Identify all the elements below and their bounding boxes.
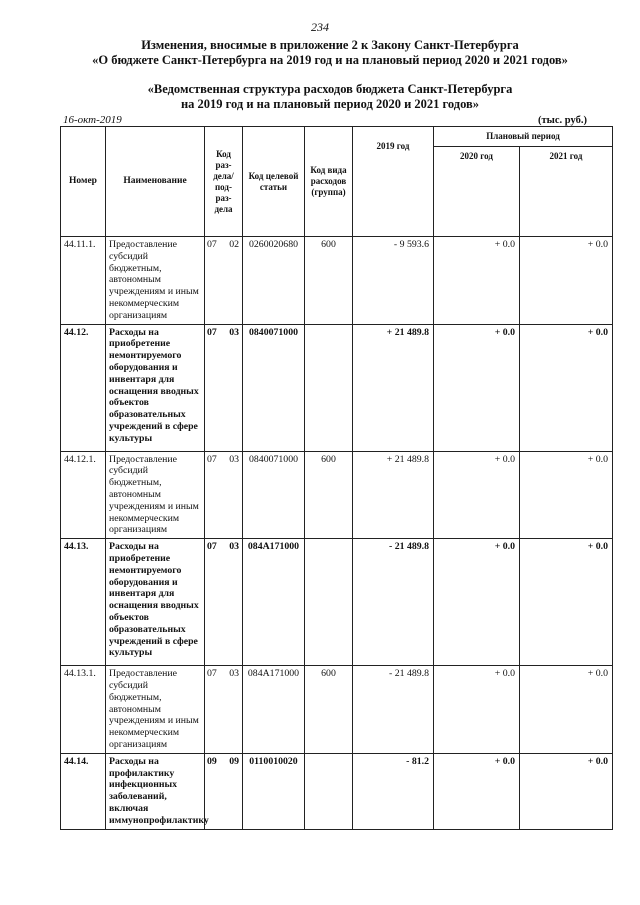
row-name: Предоставление субсидий бюджетным, автономным учреждениям и иным некоммерческим организациям: [106, 666, 205, 754]
header-expense-type: Код вида расходов (группа): [305, 127, 353, 237]
row-section-code: 07 03: [205, 451, 243, 539]
row-2019: - 9 593.6: [353, 237, 434, 325]
header-number: Номер: [61, 127, 106, 237]
row-target-code: 0840071000: [243, 451, 305, 539]
row-section-code: 07 03: [205, 539, 243, 666]
row-expense-type: [305, 324, 353, 451]
document-subtitle: [40, 82, 620, 112]
row-2020: + 0.0: [434, 451, 520, 539]
row-number: 44.12.1.: [61, 451, 106, 539]
title-line-2: «О бюджете Санкт-Петербурга на 2019 год и на плановый период 2020 и 2021 годов»: [92, 53, 568, 67]
header-2020: 2020 год: [434, 147, 520, 237]
row-number: 44.12.: [61, 324, 106, 451]
units-label: (тыс. руб.): [538, 115, 587, 126]
table-row: [61, 666, 613, 754]
row-expense-type: 600: [305, 451, 353, 539]
row-number: 44.14.: [61, 753, 106, 829]
row-2019: + 21 489.8: [353, 451, 434, 539]
row-target-code: 084A171000: [243, 539, 305, 666]
header-2019: 2019 год: [353, 127, 434, 237]
row-target-code: 084A171000: [243, 666, 305, 754]
row-number: 44.13.1.: [61, 666, 106, 754]
row-section-code: 07 03: [205, 324, 243, 451]
subtitle-line-2: на 2019 год и на плановый период 2020 и 2021 годов»: [180, 97, 480, 111]
row-2020: + 0.0: [434, 324, 520, 451]
row-2021: + 0.0: [520, 324, 613, 451]
table-row: [61, 539, 613, 666]
row-expense-type: 600: [305, 666, 353, 754]
row-section-code: 07 03: [205, 666, 243, 754]
table-row: [61, 237, 613, 325]
row-target-code: 0840071000: [243, 324, 305, 451]
table-row: [61, 753, 613, 829]
row-name: Расходы на приобретение немонтируемого оборудования и инвентаря для оснащения вводных объектов образовательных учреждений в сфере культуры: [106, 539, 205, 666]
row-name: Предоставление субсидий бюджетным, автономным учреждениям и иным некоммерческим организациям: [106, 451, 205, 539]
document-date: 16-окт-2019: [63, 114, 122, 126]
row-2019: + 21 489.8: [353, 324, 434, 451]
row-number: 44.11.1.: [61, 237, 106, 325]
row-expense-type: 600: [305, 237, 353, 325]
row-expense-type: [305, 753, 353, 829]
row-2021: + 0.0: [520, 237, 613, 325]
row-target-code: 0260020680: [243, 237, 305, 325]
header-target-code: Код целевой статьи: [243, 127, 305, 237]
row-name: Расходы на приобретение немонтируемого оборудования и инвентаря для оснащения вводных объектов образовательных учреждений в сфере культуры: [106, 324, 205, 451]
header-name: Наименование: [106, 127, 205, 237]
row-expense-type: [305, 539, 353, 666]
row-section-code: 07 02: [205, 237, 243, 325]
row-2021: + 0.0: [520, 451, 613, 539]
row-2019: - 21 489.8: [353, 666, 434, 754]
row-number: 44.13.: [61, 539, 106, 666]
row-2019: - 21 489.8: [353, 539, 434, 666]
budget-table: [60, 126, 613, 830]
row-2020: + 0.0: [434, 539, 520, 666]
subtitle-line-1: «Ведомственная структура расходов бюджета Санкт-Петербурга: [147, 82, 513, 96]
row-target-code: 0110010020: [243, 753, 305, 829]
header-section-code: Код раз-дела/ под-раз-дела: [205, 127, 243, 237]
header-planned-period: Плановый период: [434, 127, 613, 147]
row-name: Расходы на профилактику инфекционных заболеваний, включая иммунопрофилактику: [106, 753, 205, 829]
header-2021: 2021 год: [520, 147, 613, 237]
page-number: 234: [311, 20, 329, 34]
row-section-code: 09 09: [205, 753, 243, 829]
row-2020: + 0.0: [434, 666, 520, 754]
row-2021: + 0.0: [520, 666, 613, 754]
row-2019: - 81.2: [353, 753, 434, 829]
title-line-1: Изменения, вносимые в приложение 2 к Закону Санкт-Петербурга: [141, 38, 519, 52]
row-2020: + 0.0: [434, 753, 520, 829]
row-2020: + 0.0: [434, 237, 520, 325]
row-2021: + 0.0: [520, 539, 613, 666]
table-row: [61, 451, 613, 539]
document-title: [40, 38, 620, 68]
table-row: [61, 324, 613, 451]
row-2021: + 0.0: [520, 753, 613, 829]
row-name: Предоставление субсидий бюджетным, автономным учреждениям и иным некоммерческим организациям: [106, 237, 205, 325]
